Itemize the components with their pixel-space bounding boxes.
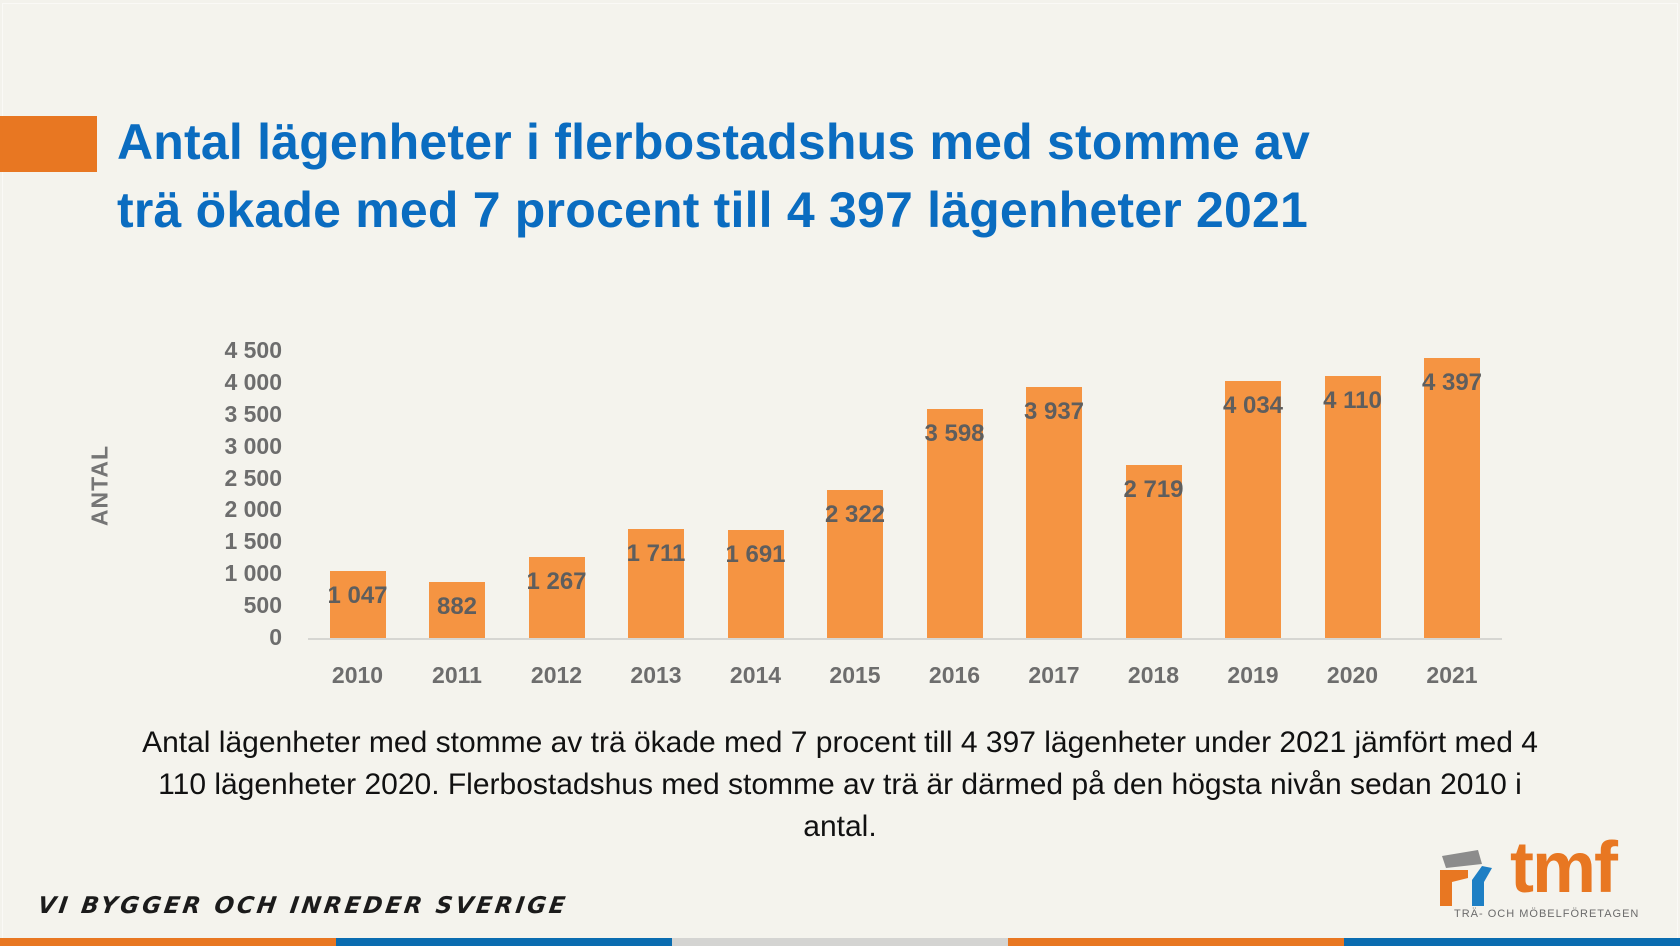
strip-segment xyxy=(672,938,1008,946)
bar-value-label: 4 397 xyxy=(1421,368,1483,396)
title-line-1: Antal lägenheter i flerbostadshus med stomme av xyxy=(117,114,1311,170)
strip-segment xyxy=(1008,938,1344,946)
x-tick-label: 2010 xyxy=(331,662,384,688)
tmf-logo-text: tmf xyxy=(1510,828,1616,908)
x-tick-label: 2020 xyxy=(1326,662,1379,688)
y-tick-label: 3 000 xyxy=(224,432,282,459)
x-tick-label: 2016 xyxy=(928,662,981,688)
y-tick-label: 2 500 xyxy=(224,464,282,491)
bar-value-label: 882 xyxy=(436,592,478,620)
bar-value-label: 2 719 xyxy=(1123,475,1184,503)
y-tick-label: 1 000 xyxy=(224,560,282,587)
x-tick-label: 2017 xyxy=(1028,662,1080,688)
slide-caption: Antal lägenheter med stomme av trä ökade med 7 procent till 4 397 lägenheter under 2021 jämfört med 4 110 lägenheter 2020. Flerbostadshus med stomme av trä är därmed på den högsta nivån sedan 2010 i antal. xyxy=(142,726,1538,843)
strip-segment xyxy=(0,938,336,946)
bar-2020 xyxy=(1325,376,1381,638)
y-tick-label: 4 500 xyxy=(224,337,282,363)
tagline: VI BYGGER OCH INREDER SVERIGE xyxy=(36,893,570,919)
tmf-logo xyxy=(1438,828,1648,922)
x-tick-label: 2018 xyxy=(1127,662,1180,688)
y-tick-label: 2 000 xyxy=(224,496,282,523)
title-line-2: trä ökade med 7 procent till 4 397 lägenheter 2021 xyxy=(117,182,1309,238)
bar-value-label: 1 691 xyxy=(725,541,786,569)
y-tick-label: 0 xyxy=(269,624,282,650)
x-tick-label: 2011 xyxy=(432,662,482,688)
y-tick-label: 500 xyxy=(243,592,282,619)
y-axis-label: ANTAL xyxy=(86,444,113,527)
bar-value-label: 3 598 xyxy=(924,419,985,447)
x-tick-label: 2013 xyxy=(630,662,682,688)
bar-2021 xyxy=(1424,358,1480,638)
strip-segment xyxy=(1344,938,1680,946)
tmf-logo-mark-icon xyxy=(1438,848,1504,908)
bar-value-label: 4 034 xyxy=(1222,391,1284,419)
x-tick-label: 2014 xyxy=(729,662,782,688)
y-tick-label: 4 000 xyxy=(224,368,282,395)
bottom-color-strip xyxy=(0,938,1680,946)
bar-2019 xyxy=(1225,381,1281,638)
x-tick-label: 2019 xyxy=(1227,662,1279,688)
x-axis-line xyxy=(308,638,1502,640)
bar-value-label: 4 110 xyxy=(1323,386,1382,414)
x-tick-label: 2012 xyxy=(530,662,583,688)
bar-value-label: 1 711 xyxy=(626,539,686,567)
tmf-logo-subtext: TRÄ- OCH MÖBELFÖRETAGEN xyxy=(1454,908,1640,920)
bar-value-label: 2 322 xyxy=(824,500,886,528)
bar-value-label: 1 267 xyxy=(526,568,587,596)
bar-value-label: 1 047 xyxy=(327,582,388,610)
y-tick-label: 1 500 xyxy=(224,528,282,555)
strip-segment xyxy=(336,938,672,946)
bar-value-label: 3 937 xyxy=(1023,397,1085,425)
y-tick-label: 3 500 xyxy=(224,400,282,427)
x-tick-label: 2021 xyxy=(1426,662,1478,688)
x-tick-label: 2015 xyxy=(829,662,881,688)
